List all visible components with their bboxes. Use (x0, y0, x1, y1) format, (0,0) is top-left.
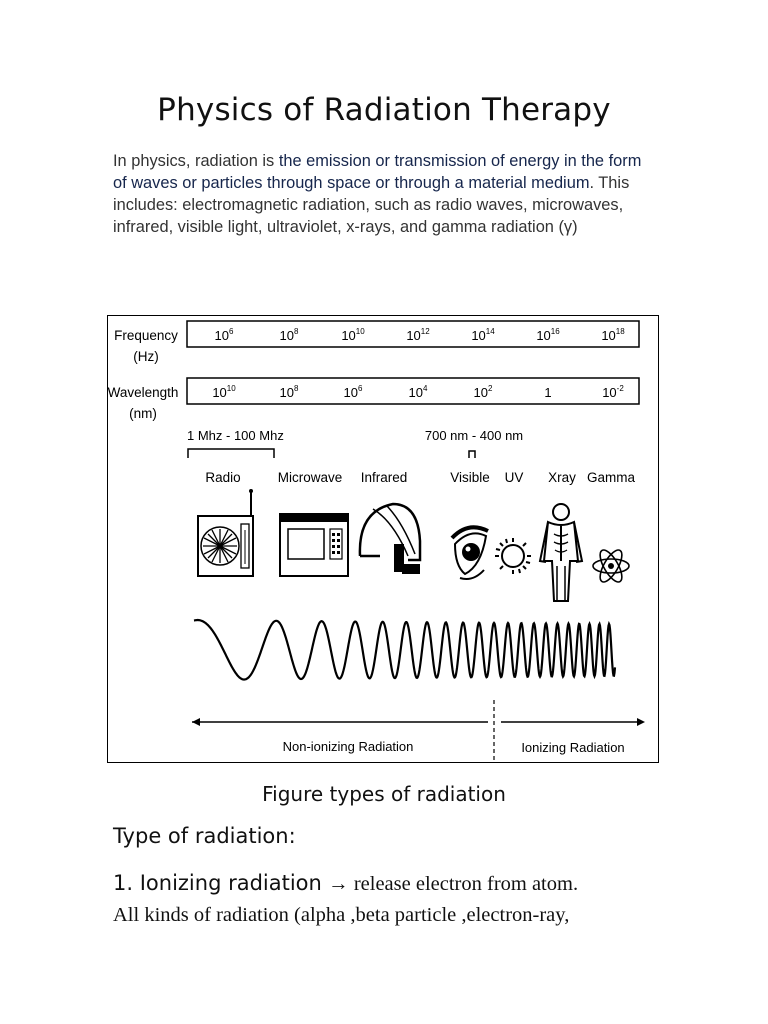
scale-value (215, 327, 234, 343)
scale-value (280, 327, 299, 343)
helmet-icon (360, 504, 420, 574)
scale-exponent: 6 (229, 327, 234, 336)
atom-icon (593, 547, 629, 585)
scale-exponent: 10 (355, 327, 365, 336)
intro-suffix: . This includes: electromagnetic radiation, such as radio waves, microwaves, infrared, visible light, ultraviolet, x-rays, and gamma radiation (γ) (113, 174, 630, 236)
scale-base: 10 (473, 385, 489, 400)
scale-value (544, 385, 551, 400)
scale-base: 10 (341, 328, 356, 343)
radiation-spectrum-figure (107, 315, 659, 763)
radiation-type-labels (205, 470, 635, 485)
scale-exponent: 6 (358, 384, 363, 393)
intro-prefix: In physics, radiation is (113, 152, 279, 170)
scale-exponent: 12 (420, 327, 430, 336)
page-title: Physics of Radiation Therapy (157, 92, 611, 128)
radiation-type-label: Gamma (586, 470, 636, 485)
scale-value (474, 384, 493, 400)
frequency-unit: (Hz) (133, 349, 159, 364)
section-heading: Type of radiation: (113, 824, 296, 848)
scale-value (409, 384, 428, 400)
scale-value (212, 384, 236, 400)
radiation-type-label: Xray (548, 470, 576, 485)
visible-range-label: 700 nm - 400 nm (424, 428, 524, 443)
scale-base: 10 (279, 328, 295, 343)
scale-exponent: 8 (294, 384, 299, 393)
skeleton-icon (540, 504, 582, 601)
scale-base: 10 (212, 385, 227, 400)
scale-base: 10 (279, 385, 295, 400)
scale-base: 10 (406, 328, 421, 343)
scale-value (601, 327, 625, 343)
scale-base: 10 (601, 328, 616, 343)
wavelength-label: Wavelength (108, 385, 179, 400)
scale-value (406, 327, 430, 343)
scale-base: 10 (471, 328, 486, 343)
ionizing-item-line1: release electron from atom. (348, 873, 579, 895)
scale-value (344, 384, 363, 400)
microwave-icon (280, 514, 348, 576)
frequency-label: Frequency (114, 328, 178, 343)
scale-base: 10 (214, 328, 230, 343)
ionizing-item-line2: All kinds of radiation (alpha ,beta particle ,electron-ray, (113, 904, 570, 926)
scale-value (536, 327, 560, 343)
scale-base: 1 (544, 385, 552, 400)
radiation-type-label: Microwave (277, 470, 343, 485)
radio-range-bracket (188, 449, 274, 458)
ionizing-item-title: 1. Ionizing radiation (113, 871, 322, 895)
radio-range-label: 1 Mhz - 100 Mhz (187, 428, 284, 443)
radiation-type-label: UV (504, 470, 524, 485)
scale-exponent: 18 (615, 327, 625, 336)
scale-value (341, 327, 365, 343)
radiation-type-label: Radio (205, 470, 241, 485)
frequency-values (215, 327, 626, 343)
sun-icon (495, 538, 531, 574)
radiation-type-label: Visible (450, 470, 490, 485)
non-ionizing-label: Non-ionizing Radiation (282, 739, 414, 754)
scale-exponent: 16 (550, 327, 560, 336)
eye-icon (452, 527, 488, 579)
arrow-symbol: → (328, 873, 349, 895)
wavelength-unit: (nm) (129, 406, 157, 421)
ionizing-label: Ionizing Radiation (521, 740, 625, 755)
scale-exponent: 10 (226, 384, 236, 393)
scale-exponent: 8 (294, 327, 299, 336)
ionizing-radiation-item (113, 868, 673, 930)
scale-value (602, 384, 624, 400)
figure-caption: Figure types of radiation (262, 782, 506, 806)
scale-base: 10 (536, 328, 551, 343)
radiation-type-label: Infrared (360, 470, 408, 485)
visible-range-bracket (469, 451, 475, 458)
scale-exponent: 4 (423, 384, 428, 393)
intro-definition: the emission or transmission of energy in the form of waves or particles through space or through a material medium (113, 152, 642, 192)
wave-curve (194, 620, 615, 680)
scale-base: 10 (602, 385, 617, 400)
left-arrowhead (192, 718, 200, 726)
right-arrowhead (637, 718, 645, 726)
scale-base: 10 (408, 385, 424, 400)
scale-base: 10 (343, 385, 359, 400)
wavelength-values (212, 384, 624, 400)
scale-exponent: -2 (616, 384, 624, 393)
scale-exponent: 14 (485, 327, 495, 336)
scale-value (471, 327, 495, 343)
intro-paragraph (113, 150, 653, 238)
radio-icon (198, 489, 253, 576)
scale-value (280, 384, 299, 400)
spectrum-diagram (108, 316, 660, 764)
scale-exponent: 2 (488, 384, 493, 393)
